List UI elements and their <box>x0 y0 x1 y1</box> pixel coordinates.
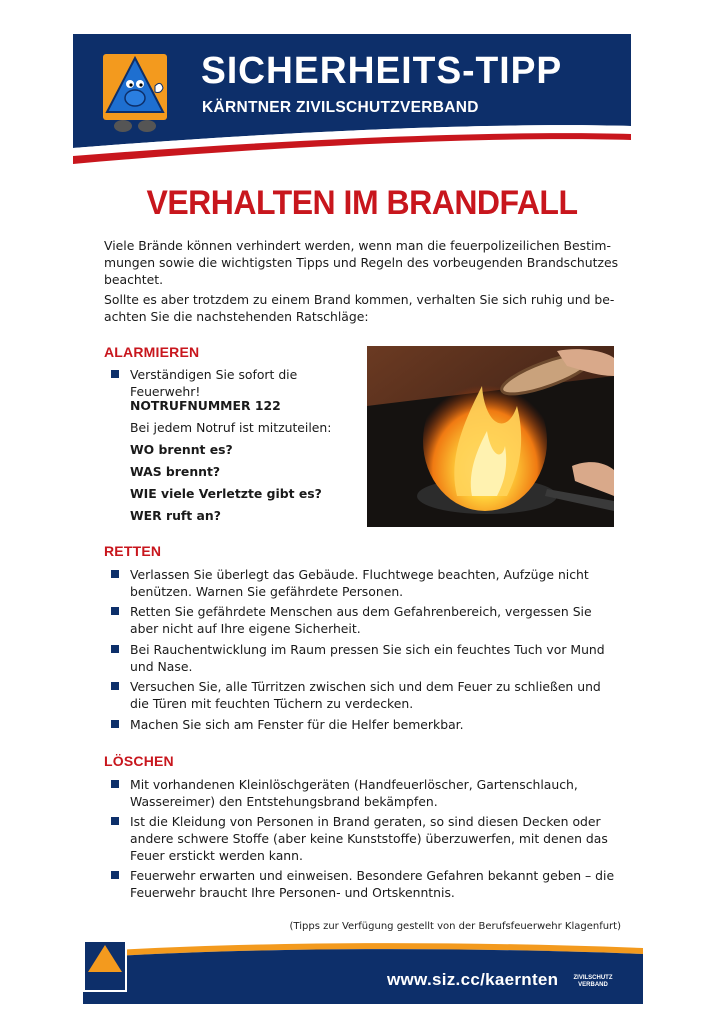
list-item-text: Feuerwehr erwarten und einweisen. Besondere Gefahren bekannt geben – die Feuerwehr braucht Ihre Personen- und Ortskenntnis. <box>130 868 615 900</box>
footer-background <box>83 940 643 1004</box>
question-what: WAS brennt? <box>130 464 221 479</box>
list-item-text: Mit vorhandenen Kleinlöschgeräten (Handfeuerlöscher, Gartenschlauch, Wassereimer) den Entstehungsbrand bekämpfen. <box>130 777 578 809</box>
logo-text <box>571 975 615 989</box>
list-item-text: Machen Sie sich am Fenster für die Helfer bemerkbar. <box>130 717 464 732</box>
bullet-square-icon <box>111 780 119 788</box>
list-item-text: Verlassen Sie überlegt das Gebäude. Fluchtwege beachten, Aufzüge nicht benützen. Warnen Sie gefährdete Personen. <box>130 567 589 599</box>
bullet-square-icon <box>111 570 119 578</box>
question-injured: WIE viele Verletzte gibt es? <box>130 486 322 501</box>
header-title: SICHERHEITS-TIPP <box>201 50 563 92</box>
logo-text-line-1: ZIVILSCHUTZ <box>573 975 613 981</box>
section-heading-alarmieren: ALARMIEREN <box>104 344 200 360</box>
list-item-text: Retten Sie gefährdete Menschen aus dem Gefahrenbereich, vergessen Sie aber nicht auf Ihre eigene Sicherheit. <box>130 604 592 636</box>
list-item <box>111 813 621 864</box>
bullet-square-icon <box>111 645 119 653</box>
bullet-square-icon <box>111 817 119 825</box>
notruf-info: Bei jedem Notruf ist mitzuteilen: <box>130 420 332 435</box>
list-item <box>111 867 621 901</box>
zivilschutz-logo-icon <box>83 940 127 992</box>
source-credit: (Tipps zur Verfügung gestellt von der Berufsfeuerwehr Klagenfurt) <box>289 921 621 932</box>
bullet-square-icon <box>111 720 119 728</box>
footer-banner <box>83 940 643 1004</box>
list-item <box>111 678 621 712</box>
mascot-icon <box>97 52 173 136</box>
section-heading-loeschen: LÖSCHEN <box>104 753 174 769</box>
list-item <box>111 366 326 400</box>
list-item-text: Ist die Kleidung von Personen in Brand geraten, so sind diesen Decken oder andere schwere Stoffe (aber keine Kunststoffe) überzuwerfen, mit denen das Feuer erstickt werden kann. <box>130 814 608 863</box>
website-link[interactable]: www.siz.cc/kaernten <box>387 970 559 989</box>
list-item-text: Versuchen Sie, alle Türritzen zwischen sich und dem Feuer zu schließen und die Türen mit feuchten Tüchern zu verdecken. <box>130 679 601 711</box>
bullet-square-icon <box>111 370 119 378</box>
emergency-number: NOTRUFNUMMER 122 <box>130 398 281 413</box>
intro-paragraph-2: Sollte es aber trotzdem zu einem Brand kommen, verhalten Sie sich ruhig und be-achten Sie die nachstehenden Ratschläge: <box>104 292 615 324</box>
bullet-square-icon <box>111 871 119 879</box>
page-title: VERHALTEN IM BRANDFALL <box>146 182 578 222</box>
list-item-text: Verständigen Sie sofort die Feuerwehr! <box>130 367 298 399</box>
bullet-square-icon <box>111 682 119 690</box>
list-item <box>111 603 621 637</box>
list-item <box>111 566 621 600</box>
list-item <box>111 641 621 675</box>
question-where: WO brennt es? <box>130 442 233 457</box>
header-subtitle: KÄRNTNER ZIVILSCHUTZVERBAND <box>202 99 479 116</box>
bullet-square-icon <box>111 607 119 615</box>
list-item <box>111 716 621 733</box>
header-banner <box>73 34 631 166</box>
pan-fire-photo <box>367 346 614 527</box>
logo-text-line-2: VERBAND <box>578 982 608 988</box>
list-item <box>111 776 621 810</box>
question-who: WER ruft an? <box>130 508 221 523</box>
intro-paragraph-1: Viele Brände können verhindert werden, wenn man die feuerpolizeilichen Bestim-mungen sowie die wichtigsten Tipps und Regeln des vorbeugenden Brandschutzes beachtet. <box>104 238 619 287</box>
section-heading-retten: RETTEN <box>104 543 162 559</box>
list-item-text: Bei Rauchentwicklung im Raum pressen Sie sich ein feuchtes Tuch vor Mund und Nase. <box>130 642 605 674</box>
